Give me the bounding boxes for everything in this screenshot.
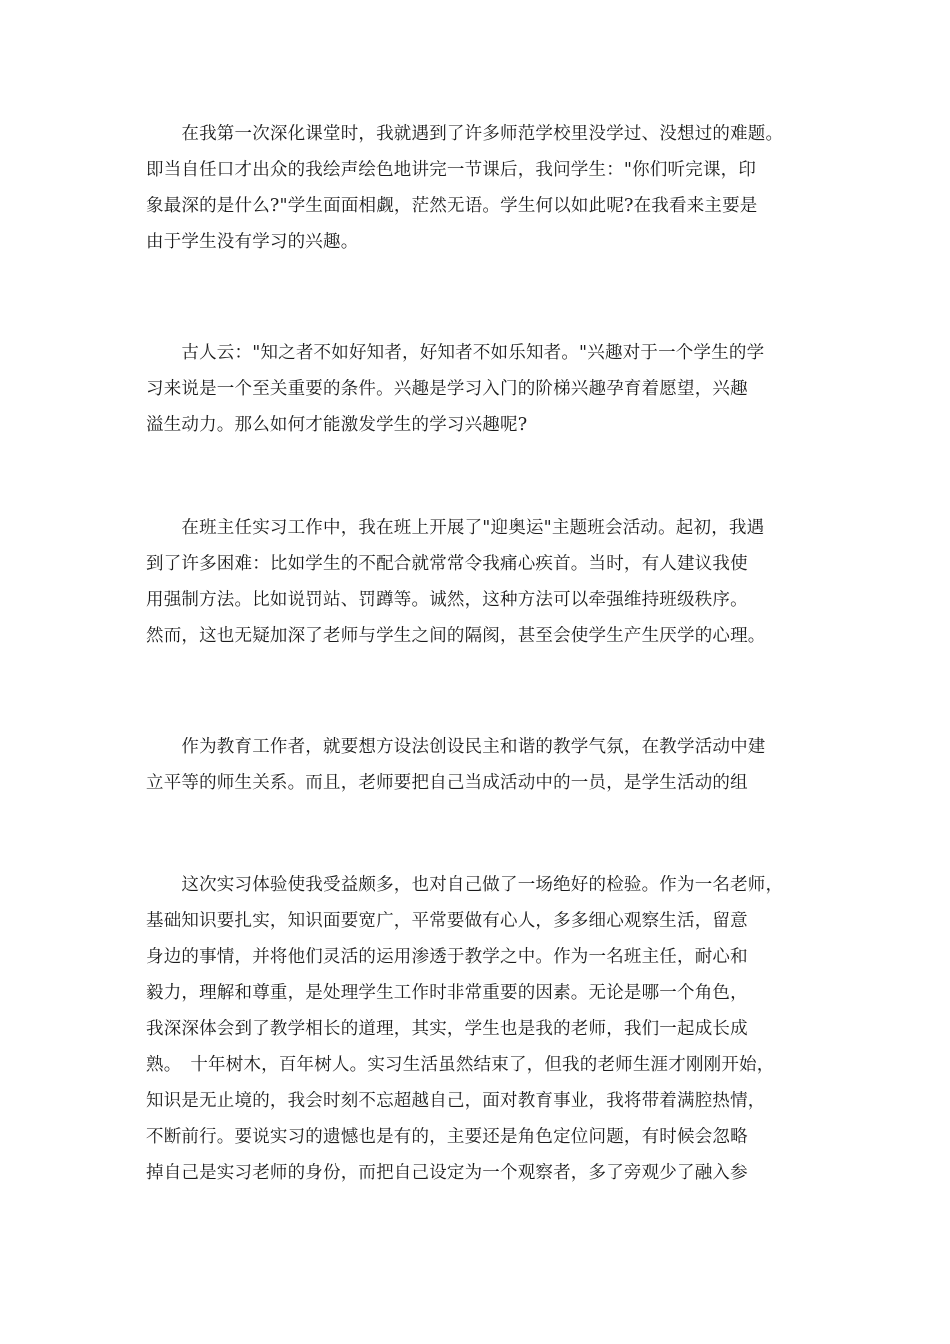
paragraph-1 [146,116,816,260]
text-line: 知识是无止境的，我会时刻不忘超越自己，面对教育事业，我将带着满腔热情， [146,1091,766,1111]
text-line: 毅力，理解和尊重，是处理学生工作时非常重要的因素。无论是哪一个角色， [146,983,748,1003]
text-line: 然而，这也无疑加深了老师与学生之间的隔阂，甚至会使学生产生厌学的心理。 [146,626,766,646]
text-line: 古人云："知之者不如好知者，好知者不如乐知者。"兴趣对于一个学生的学 [146,343,765,363]
text-line: 熟。 十年树木，百年树人。实习生活虽然结束了，但我的老师生涯才刚刚开始， [146,1055,775,1075]
text-line: 到了许多困难：比如学生的不配合就常常令我痛心疾首。当时，有人建议我使 [146,554,748,574]
text-line: 这次实习体验使我受益颇多，也对自己做了一场绝好的检验。作为一名老师， [146,875,784,895]
text-line: 不断前行。要说实习的遗憾也是有的，主要还是角色定位问题，有时候会忽略 [146,1127,748,1147]
text-line: 我深深体会到了教学相长的道理，其实，学生也是我的老师，我们一起成长成 [146,1019,748,1039]
text-line: 基础知识要扎实，知识面要宽广，平常要做有心人，多多细心观察生活，留意 [146,911,748,931]
paragraph-3 [146,510,816,654]
paragraph-4 [146,729,816,801]
text-line: 身边的事情，并将他们灵活的运用渗透于教学之中。作为一名班主任，耐心和 [146,947,748,967]
text-line: 习来说是一个至关重要的条件。兴趣是学习入门的阶梯兴趣孕育着愿望，兴趣 [146,379,748,399]
paragraph-5 [146,867,816,1191]
paragraph-2 [146,335,816,443]
text-line: 在我第一次深化课堂时，我就遇到了许多师范学校里没学过、没想过的难题。 [146,124,784,144]
text-line: 由于学生没有学习的兴趣。 [146,232,359,252]
text-line: 用强制方法。比如说罚站、罚蹲等。诚然，这种方法可以牵强维持班级秩序。 [146,590,748,610]
text-line: 即当自任口才出众的我绘声绘色地讲完一节课后，我问学生："你们听完课，印 [146,160,757,180]
text-line: 溢生动力。那么如何才能激发学生的学习兴趣呢? [146,415,528,435]
text-line: 在班主任实习工作中，我在班上开展了"迎奥运"主题班会活动。起初，我遇 [146,518,765,538]
text-line: 作为教育工作者，就要想方设法创设民主和谐的教学气氛，在教学活动中建 [146,737,766,757]
text-line: 掉自己是实习老师的身份，而把自己设定为一个观察者，多了旁观少了融入参 [146,1163,748,1183]
text-line: 象最深的是什么?"学生面面相觑，茫然无语。学生何以如此呢?在我看来主要是 [146,196,758,216]
text-line: 立平等的师生关系。而且，老师要把自己当成活动中的一员，是学生活动的组 [146,773,748,793]
